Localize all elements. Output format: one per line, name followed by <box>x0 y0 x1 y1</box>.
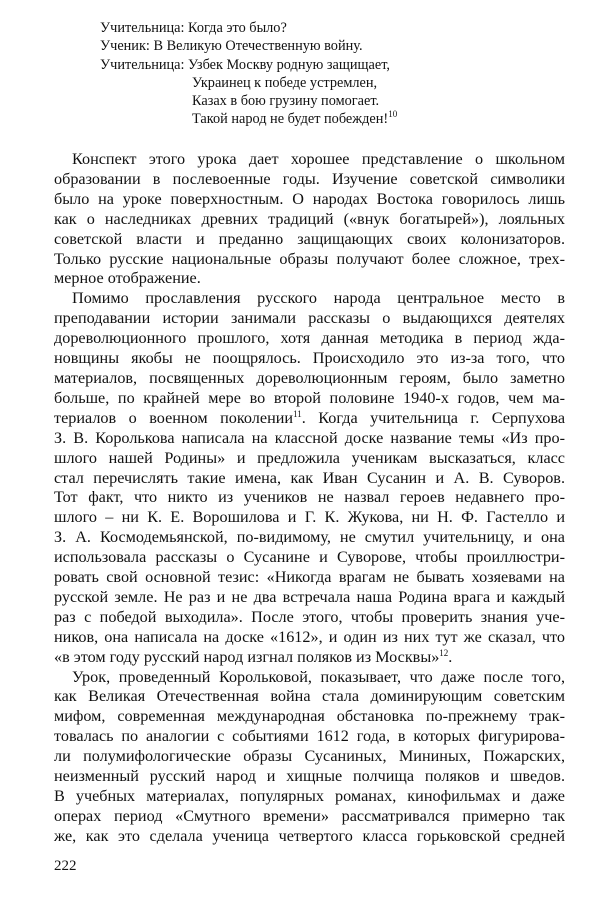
line-text: больше, по крайней мере во второй половине 1940-х годов, чем ма- <box>54 388 565 407</box>
text-line <box>54 568 565 588</box>
poem-line <box>100 56 397 74</box>
paragraph <box>54 668 565 847</box>
poem-line <box>100 19 397 37</box>
text-line <box>54 309 565 329</box>
line-text: мерное отображение. <box>54 269 201 288</box>
text-line <box>54 628 565 648</box>
text-line <box>54 807 565 827</box>
line-text: Помимо прославления русского народа центральное место в <box>72 289 565 308</box>
text-line <box>54 707 565 727</box>
paragraph <box>54 150 565 289</box>
text-line <box>54 668 565 688</box>
line-text: неизменный русский народ и хищные полчища поляков и шведов. <box>54 767 565 786</box>
poem-line <box>100 74 397 92</box>
line-text: ли полумифологические образы Сусаниных, Мининых, Пожарских, <box>54 747 565 766</box>
text-line <box>54 170 565 190</box>
line-text: териалов о военном поколении <box>54 408 294 427</box>
line-text: товалась по аналогии с событиями 1612 года, в которых фигурирова- <box>54 727 565 746</box>
poem-line <box>100 37 397 55</box>
text-line <box>54 528 565 548</box>
line-text: материалов, посвященных дореволюционным героям, было заметно <box>54 368 565 387</box>
line-text: В учебных материалах, популярных романах, кинофильмах и даже <box>54 787 565 805</box>
line-text: как Великая Отечественная война стала доминирующим советским <box>54 687 565 706</box>
poem-line-text: Учительница: Когда это было? <box>100 20 287 36</box>
text-line <box>54 289 565 309</box>
poem-quote <box>100 19 397 129</box>
line-text: было на уроке поверхностным. О народах Востока говорилось лишь <box>54 189 565 208</box>
text-line <box>54 548 565 568</box>
footnote-ref: 12 <box>439 647 449 658</box>
line-text: З. А. Космодемьянской, по-видимому, не смутил учительницу, и она <box>54 528 565 547</box>
text-line <box>54 389 565 409</box>
line-text: образовании в послевоенные годы. Изучение советской символики <box>54 169 565 188</box>
line-text: дореволюционного прошлого, хотя данная методика в период жда- <box>54 329 565 348</box>
text-line <box>54 429 565 449</box>
line-text: новщины якобы не поощрялось. Происходило это из-за того, что <box>54 349 565 368</box>
text-line <box>54 250 565 270</box>
line-text: ников, она написала на доске «1612», и один из них тут же сказал, что <box>54 627 565 646</box>
line-text: русской земле. Не раз и не два встречала наша Родина врага и каждый <box>54 587 565 606</box>
poem-line-text: Казах в бою грузину помогает. <box>192 93 380 110</box>
text-line <box>54 369 565 389</box>
text-line <box>54 767 565 787</box>
text-line <box>54 648 565 668</box>
text-line <box>54 469 565 489</box>
poem-line-text: Учительница: Узбек Москву родную защищает, <box>100 56 390 73</box>
paragraph <box>54 289 565 667</box>
poem-line <box>100 110 397 128</box>
line-text: Урок, проведенный Корольковой, показывает, что даже после того, <box>72 667 565 686</box>
line-text: шлого нашей Родины» и предложила ученикам высказаться, класс <box>54 448 565 467</box>
line-text: раз с победой выходила». После этого, чтобы проверить знания уче- <box>54 607 565 626</box>
text-line <box>54 210 565 230</box>
line-text: Только русские национальные образы получают более сложное, трех- <box>54 249 565 268</box>
text-line <box>54 827 565 847</box>
text-line <box>54 150 565 170</box>
text-line <box>54 269 565 289</box>
text-line <box>54 488 565 508</box>
line-text: Тот факт, что никто из учеников не назвал героев недавнего про- <box>54 488 565 507</box>
line-text: преподавании истории занимали рассказы о выдающихся деятелях <box>54 309 565 328</box>
footnote-ref: 11 <box>293 408 302 419</box>
line-text: Конспект этого урока дает хорошее представление о школьном <box>72 150 565 168</box>
text-line <box>54 727 565 747</box>
text-line <box>54 190 565 210</box>
text-line <box>54 349 565 369</box>
text-line <box>54 588 565 608</box>
text-line <box>54 508 565 528</box>
text-line <box>54 787 565 807</box>
line-text: советской власти и преданно защищающих своих колонизаторов. <box>54 229 565 248</box>
text-line <box>54 747 565 767</box>
body-text <box>54 150 565 847</box>
poem-line-text: Украинец к победе устремлен, <box>192 74 378 91</box>
line-text: мифом, современная международная обстановка по-прежнему трак- <box>54 707 565 726</box>
line-text: З. В. Королькова написала на классной доске название темы «Из про- <box>54 428 565 447</box>
footnote-ref: 10 <box>388 109 398 120</box>
text-line <box>54 687 565 707</box>
line-text: шлого – ни К. Е. Ворошилова и Г. К. Жукова, ни Н. Ф. Гастелло и <box>54 508 565 527</box>
poem-line-text: Ученик: В Великую Отечественную войну. <box>100 38 363 55</box>
line-text: использовала рассказы о Сусанине и Суворове, чтобы проиллюстри- <box>54 548 565 567</box>
line-text: же, как это сделала ученица четвертого класса горьковской средней <box>54 826 565 845</box>
poem-line <box>100 92 397 110</box>
line-text-after-footnote: . Когда учительница г. Серпухова <box>301 408 566 427</box>
page-number: 222 <box>54 858 77 874</box>
line-text-after-footnote: . <box>448 647 453 666</box>
text-line <box>54 329 565 349</box>
text-line <box>54 449 565 469</box>
text-line <box>54 230 565 250</box>
text-line <box>54 608 565 628</box>
poem-line-text: Такой народ не будет побежден! <box>192 111 389 128</box>
text-line <box>54 409 565 429</box>
line-text: «в этом году русский народ изгнал поляков из Москвы» <box>54 647 440 666</box>
line-text: ровать свой основной тезис: «Никогда врагам не бывать хозяевами на <box>54 568 565 587</box>
line-text: как о наследниках древних традиций («внук богатырей»), лояльных <box>54 209 565 228</box>
line-text: операх период «Смутного времени» рассматривался примерно так <box>54 806 565 825</box>
line-text: стал перечислять такие имена, как Иван Сусанин и А. В. Суворов. <box>54 468 565 487</box>
